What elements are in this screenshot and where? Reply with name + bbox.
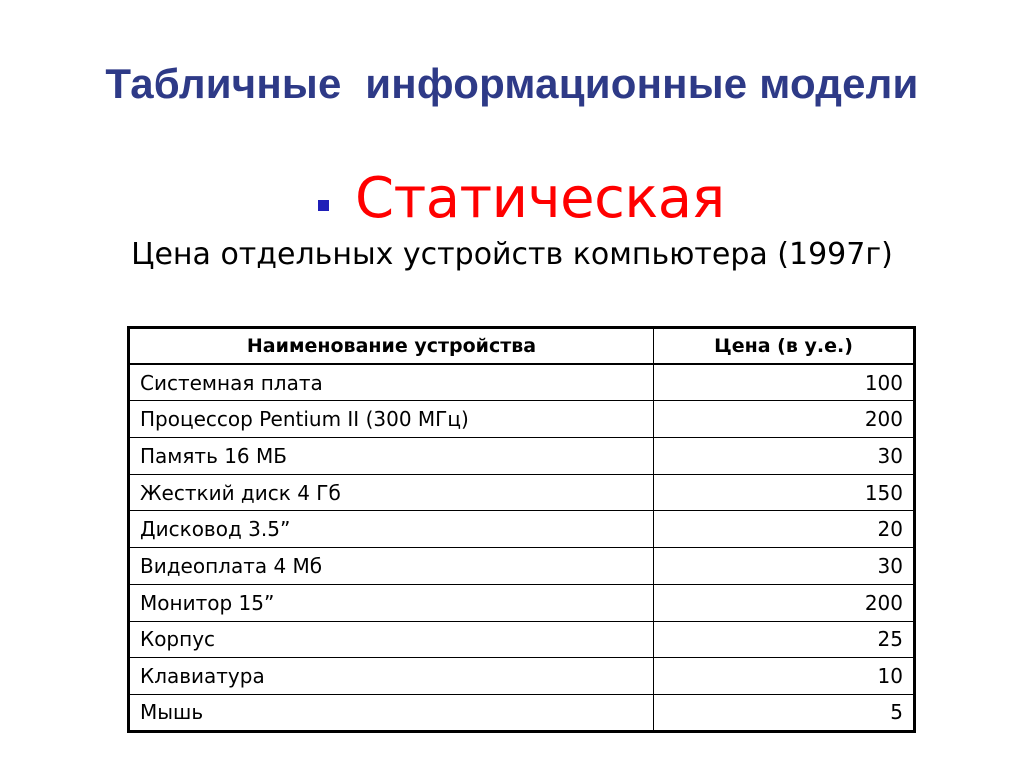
device-name-cell: Процессор Pentium II (300 МГц)	[129, 401, 654, 438]
table-row	[129, 584, 915, 621]
table-row	[129, 364, 915, 401]
device-name-cell: Видеоплата 4 Мб	[129, 548, 654, 585]
device-name-cell: Дисковод 3.5”	[129, 511, 654, 548]
table-header-row	[129, 328, 915, 365]
table-row	[129, 401, 915, 438]
table-row	[129, 511, 915, 548]
square-bullet-icon	[318, 200, 329, 211]
slide-title: Табличные информационные модели	[105, 60, 919, 107]
price-cell: 30	[654, 438, 915, 475]
price-cell: 200	[654, 584, 915, 621]
price-cell: 20	[654, 511, 915, 548]
table-row	[129, 621, 915, 658]
device-name-cell: Клавиатура	[129, 658, 654, 695]
price-cell: 100	[654, 364, 915, 401]
table-row	[129, 658, 915, 695]
device-name-cell: Монитор 15”	[129, 584, 654, 621]
price-cell: 5	[654, 694, 915, 731]
price-table	[127, 326, 916, 733]
device-name-cell: Память 16 МБ	[129, 438, 654, 475]
device-name-cell: Жесткий диск 4 Гб	[129, 474, 654, 511]
bullet-heading: Статическая	[355, 165, 725, 231]
device-name-cell: Корпус	[129, 621, 654, 658]
price-cell: 25	[654, 621, 915, 658]
price-cell: 200	[654, 401, 915, 438]
table-row	[129, 438, 915, 475]
table-row	[129, 474, 915, 511]
table-caption: Цена отдельных устройств компьютера (1997г)	[131, 237, 893, 272]
table-row	[129, 694, 915, 731]
price-cell: 150	[654, 474, 915, 511]
column-header-device-name: Наименование устройства	[129, 328, 654, 365]
price-cell: 30	[654, 548, 915, 585]
price-cell: 10	[654, 658, 915, 695]
bullet-item	[318, 163, 725, 233]
device-name-cell: Системная плата	[129, 364, 654, 401]
device-name-cell: Мышь	[129, 694, 654, 731]
column-header-price: Цена (в у.е.)	[654, 328, 915, 365]
table-row	[129, 548, 915, 585]
